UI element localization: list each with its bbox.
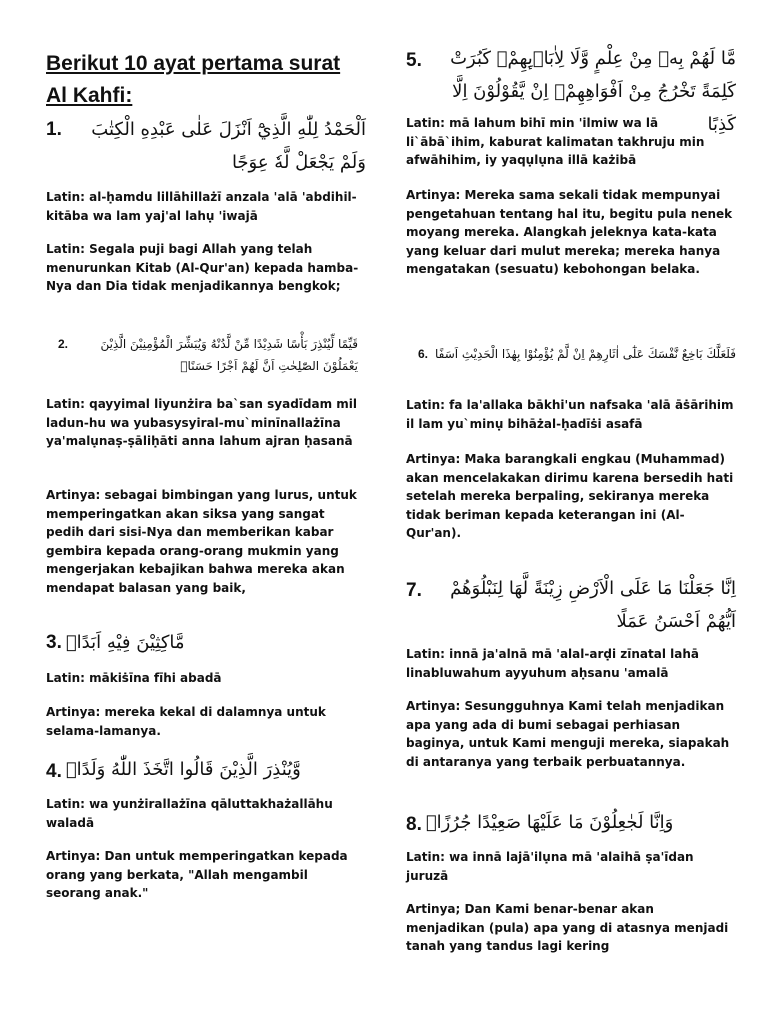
ayah-6-translation: Artinya: Maka barangkali engkau (Muhammad) akan mencelakakan dirimu karena bersedih hati setelah mereka berpaling, sekiranya mereka tidak beriman kepada keterangan ini (Al-Qur'an). bbox=[406, 452, 734, 540]
ayah-3-arabic-line bbox=[46, 626, 366, 659]
ayah-1-translation: Latin: Segala puji bagi Allah yang telah menurunkan Kitab (Al-Qur'an) kepada hamba-Nya dan Dia tidak menjadikannya bengkok; bbox=[46, 242, 359, 293]
ayah-4-translation: Artinya: Dan untuk memperingatkan kepada orang yang berkata, "Allah mengambil seorang anak." bbox=[46, 849, 348, 900]
ayah-5-latin: Latin: mā lahum bihī min 'ilmiw wa lā li`ābā`ihim, kaburat kalimatan takhruju min afwāhihim, iy yaqụlụna illā każibā bbox=[406, 116, 705, 167]
ayah-1-arabic-line bbox=[46, 113, 366, 179]
ayah-7-latin: Latin: innā ja'alnā mā 'alal-arḍi zīnatal lahā linabluwahum ayyuhum aḥsanu 'amalā bbox=[406, 647, 699, 680]
ayah-3-latin: Latin: mākiṡīna fīhi abadā bbox=[46, 671, 222, 685]
ayah-4-arabic: وَّيُنْذِرَ الَّذِيْنَ قَالُوا اتَّخَذَ اللّٰهُ وَلَدًاۖ bbox=[65, 759, 301, 780]
ayah-8-arabic: وَاِنَّا لَجٰعِلُوْنَ مَا عَلَيْهَا صَعِيْدًا جُرُزًاۗ bbox=[425, 812, 674, 833]
ayah-6-number: 6. bbox=[418, 347, 429, 361]
ayah-1-arabic: اَلْحَمْدُ لِلّٰهِ الَّذِيْٓ اَنْزَلَ عَلٰى عَبْدِهِ الْكِتٰبَ وَلَمْ يَجْعَلْ لَّهٗ عِوَجًا bbox=[91, 119, 366, 173]
ayah-1-latin: Latin: al-ḥamdu lillāhillażī anzala 'alā 'abdihil-kitāba wa lam yaj'al lahụ 'iwajā bbox=[46, 190, 357, 223]
page-title: Berikut 10 ayat pertama surat Al Kahfi: bbox=[46, 52, 341, 107]
ayah-2-arabic-line bbox=[58, 333, 358, 377]
ayah-4-number: 4. bbox=[46, 761, 62, 782]
ayah-3-translation: Artinya: mereka kekal di dalamnya untuk selama-lamanya. bbox=[46, 705, 326, 738]
ayah-6-arabic: فَلَعَلَّكَ بَاخِعٌ نَّفْسَكَ عَلٰٓى اٰثَارِهِمْ اِنْ لَّمْ يُؤْمِنُوْا بِهٰذَا الْحَدِيْثِ اَسَفًا bbox=[434, 347, 736, 361]
ayah-1-number: 1. bbox=[46, 119, 62, 140]
ayah-4-arabic-line bbox=[46, 753, 366, 786]
ayah-2-translation: Artinya: sebagai bimbingan yang lurus, untuk memperingatkan akan siksa yang sangat pedih dari sisi-Nya dan memberikan kabar gembira kepada orang-orang mukmin yang mengerjakan kebajikan bahwa mereka akan mendapat balasan yang baik, bbox=[46, 488, 357, 595]
ayah-6-arabic-line bbox=[418, 343, 736, 365]
ayah-5-number: 5. bbox=[406, 50, 422, 71]
ayah-7-arabic: اِنَّا جَعَلْنَا مَا عَلَى الْاَرْضِ زِيْنَةً لَّهَا لِنَبْلُوَهُمْ اَيُّهُمْ اَحْسَنُ عَمَلًا bbox=[450, 578, 736, 632]
ayah-5-translation: Artinya: Mereka sama sekali tidak mempunyai pengetahuan tentang hal itu, begitu pula nenek moyang mereka. Alangkah jeleknya kata-kata yang keluar dari mulut mereka; mereka hanya mengatakan (sesuatu) kebohongan belaka. bbox=[406, 188, 733, 276]
ayah-8-translation: Artinya; Dan Kami benar-benar akan menjadikan (pula) apa yang di atasnya menjadi tanah yang tandus lagi kering bbox=[406, 902, 729, 953]
ayah-7-arabic-line bbox=[406, 572, 736, 638]
ayah-7-number: 7. bbox=[406, 580, 422, 601]
ayah-8-latin: Latin: wa innā lajā'ilụna mā 'alaihā ṣa'īdan juruzā bbox=[406, 850, 694, 883]
ayah-6-latin: Latin: fa la'allaka bākhi'un nafsaka 'alā āṡārihim il lam yu`minụ bihāżal-ḥadīṡi asafā bbox=[406, 398, 734, 431]
ayah-5-arabic: مَّا لَهُمْ بِهٖ مِنْ عِلْمٍ وَّلَا لِاٰبَاۤىِٕهِمْۗ كَبُرَتْ كَلِمَةً تَخْرُجُ مِنْ اَفْوَاهِهِمْۗ اِنْ يَّقُوْلُوْنَ اِلَّا كَذِبًا bbox=[450, 48, 736, 135]
ayah-2-number: 2. bbox=[58, 337, 69, 351]
ayah-2-arabic: قَيِّمًا لِّيُنْذِرَ بَأْسًا شَدِيْدًا مِّنْ لَّدُنْهُ وَيُبَشِّرَ الْمُؤْمِنِيْنَ الَّذِيْنَ يَعْمَلُوْنَ الصّٰلِحٰتِ اَنَّ لَهُمْ اَجْرًا حَسَنًاۙ bbox=[100, 337, 358, 373]
ayah-7-translation: Artinya: Sesungguhnya Kami telah menjadikan apa yang ada di bumi sebagai perhiasan baginya, untuk Kami menguji mereka, siapakah di antaranya yang terbaik perbuatannya. bbox=[406, 699, 730, 769]
ayah-8-number: 8. bbox=[406, 814, 422, 835]
ayah-3-arabic: مَّاكِثِيْنَ فِيْهِ اَبَدًاۙ bbox=[65, 632, 185, 653]
ayah-2-latin: Latin: qayyimal liyunżira ba`san syadīdam mil ladun-hu wa yubasysyiral-mu`minīnallażīna ya'malụnaṣ-ṣāliḥāti anna lahum ajran ḥasanā bbox=[46, 397, 358, 448]
ayah-4-latin: Latin: wa yunżirallażīna qāluttakhażallāhu waladā bbox=[46, 797, 333, 830]
ayah-3-number: 3. bbox=[46, 632, 62, 653]
ayah-8-arabic-line bbox=[406, 806, 736, 839]
